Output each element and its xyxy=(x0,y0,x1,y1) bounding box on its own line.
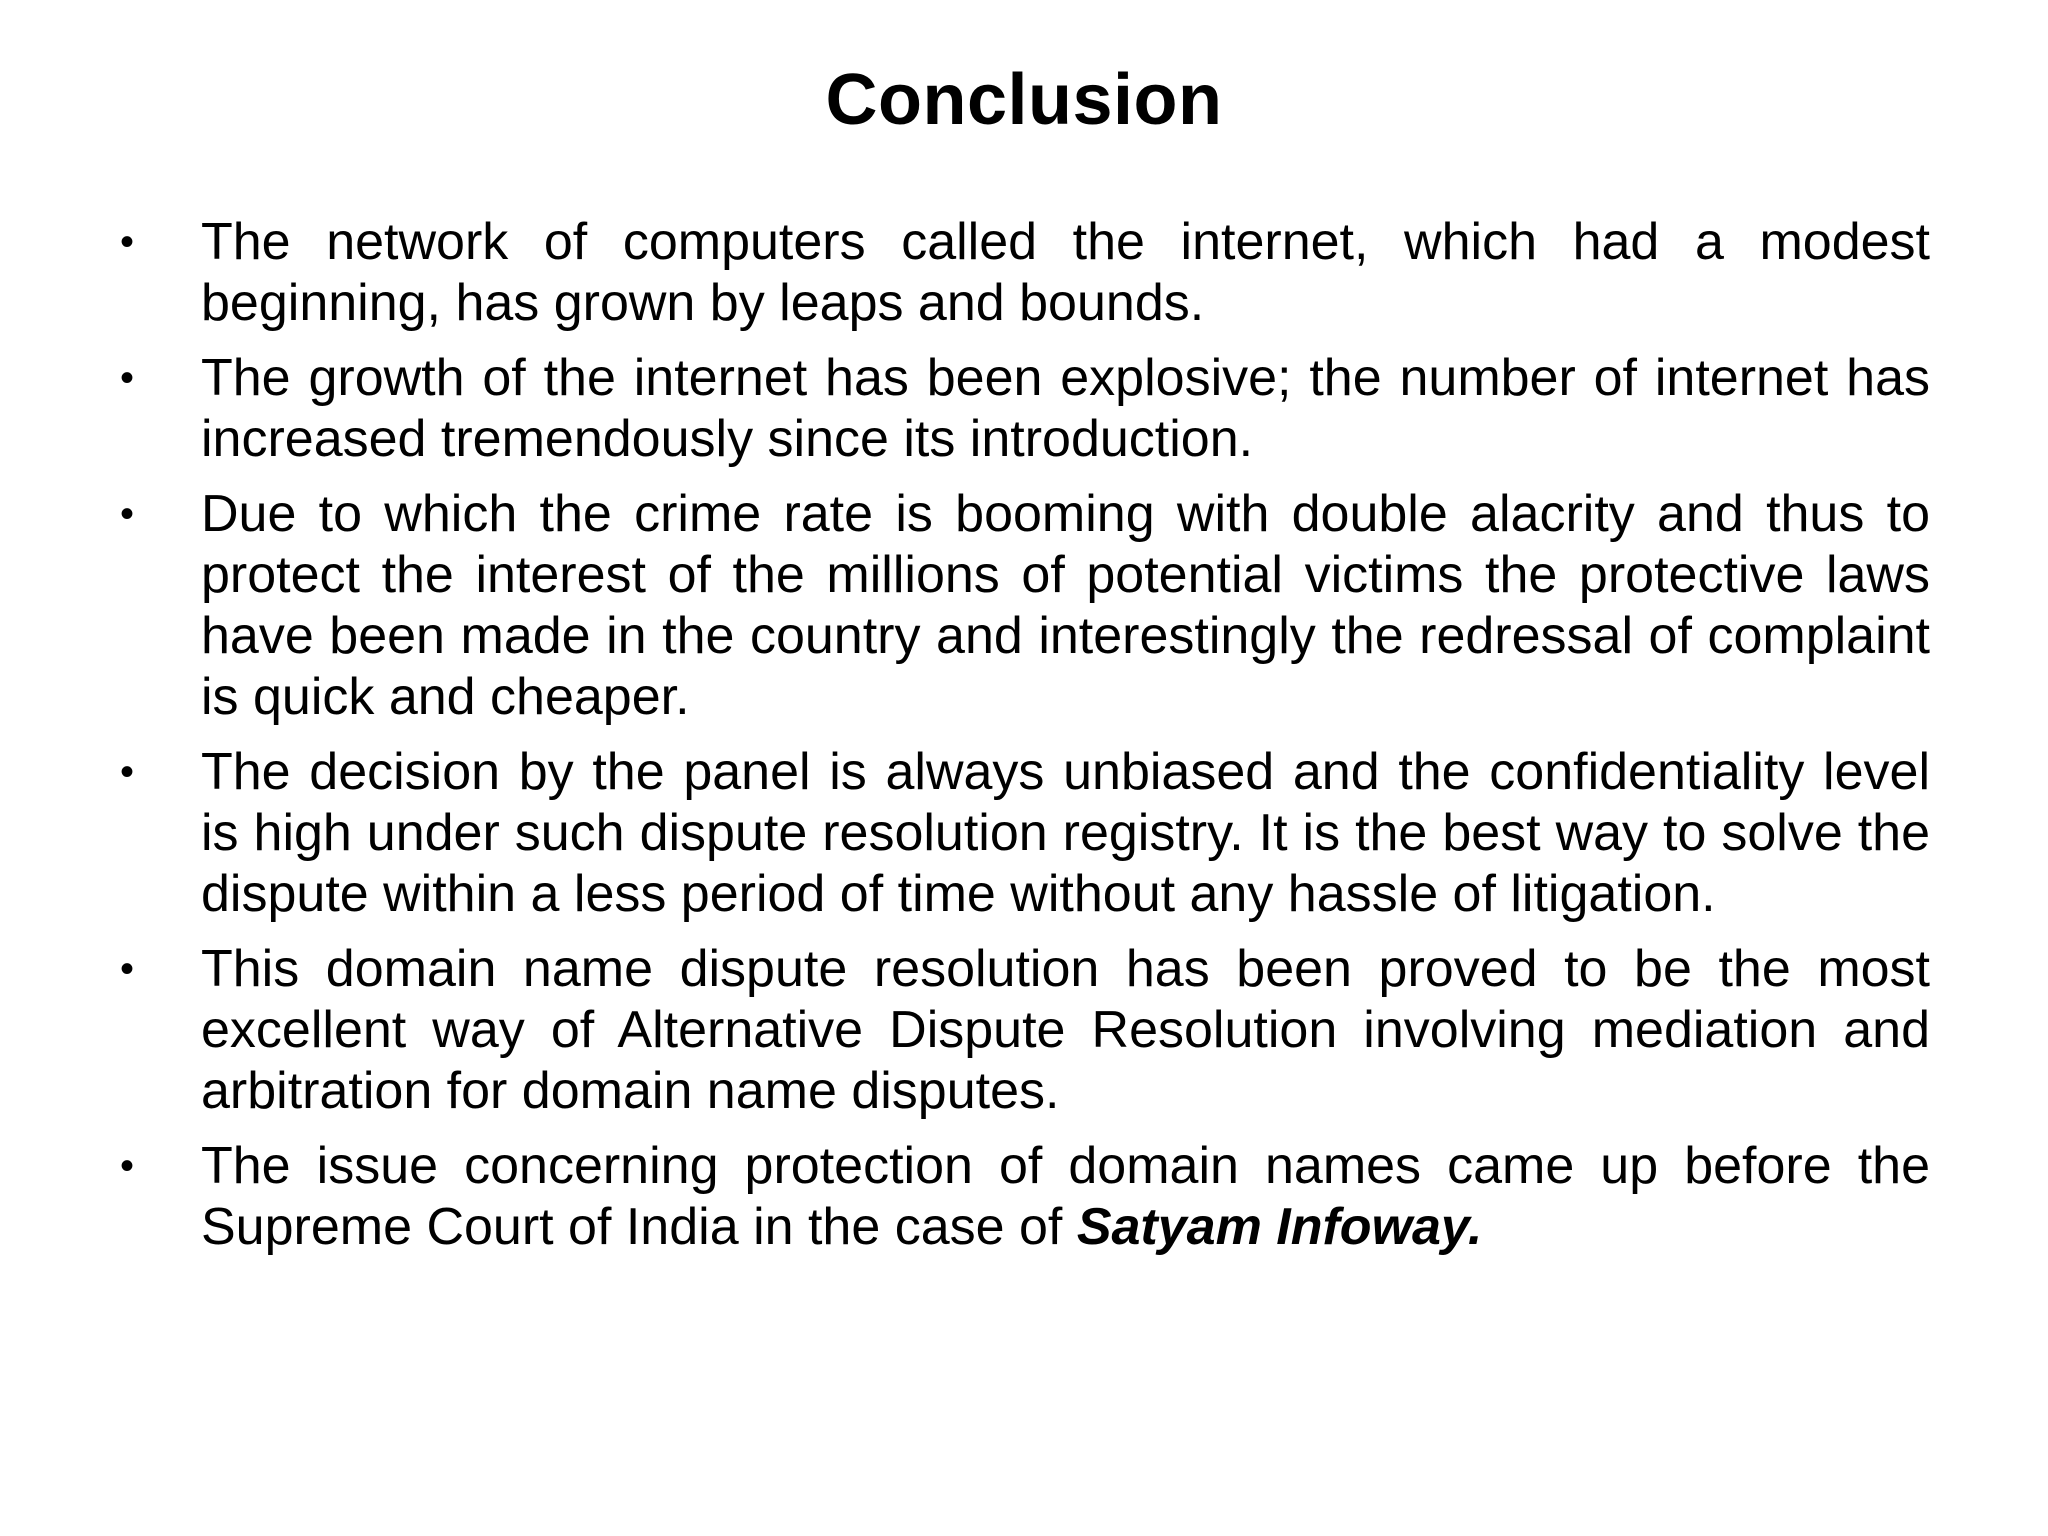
bullet-icon: • xyxy=(120,750,135,794)
bullet-icon: • xyxy=(120,492,135,536)
bullet-text: This domain name dispute resolution has been proved to be the most excellent way of Alternative Dispute Resolution involving mediation and arbitration for domain name disputes. xyxy=(201,940,1930,1120)
bullet-text: Due to which the crime rate is booming with double alacrity and thus to protect the interest of the millions of potential victims the protective laws have been made in the country and interestingly the redressal of complaint is quick and cheaper. xyxy=(201,485,1930,726)
bullet-text: The network of computers called the internet, which had a modest beginning, has grown by leaps and bounds. xyxy=(201,213,1930,332)
case-name: Satyam Infoway. xyxy=(1076,1198,1483,1256)
bullet-text: The growth of the internet has been explosive; the number of internet has increased tremendously since its introduction. xyxy=(201,349,1930,468)
bullet-item xyxy=(120,742,1930,925)
bullet-list xyxy=(120,212,1930,1272)
bullet-icon: • xyxy=(120,356,135,400)
bullet-item xyxy=(120,484,1930,728)
slide-title: Conclusion xyxy=(825,60,1223,140)
bullet-text-with-case-name xyxy=(201,1136,1930,1258)
bullet-item xyxy=(120,348,1930,470)
bullet-icon: • xyxy=(120,220,135,264)
bullet-item xyxy=(120,939,1930,1122)
bullet-text: The decision by the panel is always unbiased and the confidentiality level is high under such dispute resolution registry. It is the best way to solve the dispute within a less period of time without any hassle of litigation. xyxy=(201,743,1930,923)
bullet-item xyxy=(120,212,1930,334)
bullet-icon: • xyxy=(120,1144,135,1188)
bullet-text-lead: The issue concerning protection of domain names came up before the Supreme Court of India in the case of xyxy=(201,1137,1930,1256)
bullet-item xyxy=(120,1136,1930,1258)
bullet-icon: • xyxy=(120,947,135,991)
